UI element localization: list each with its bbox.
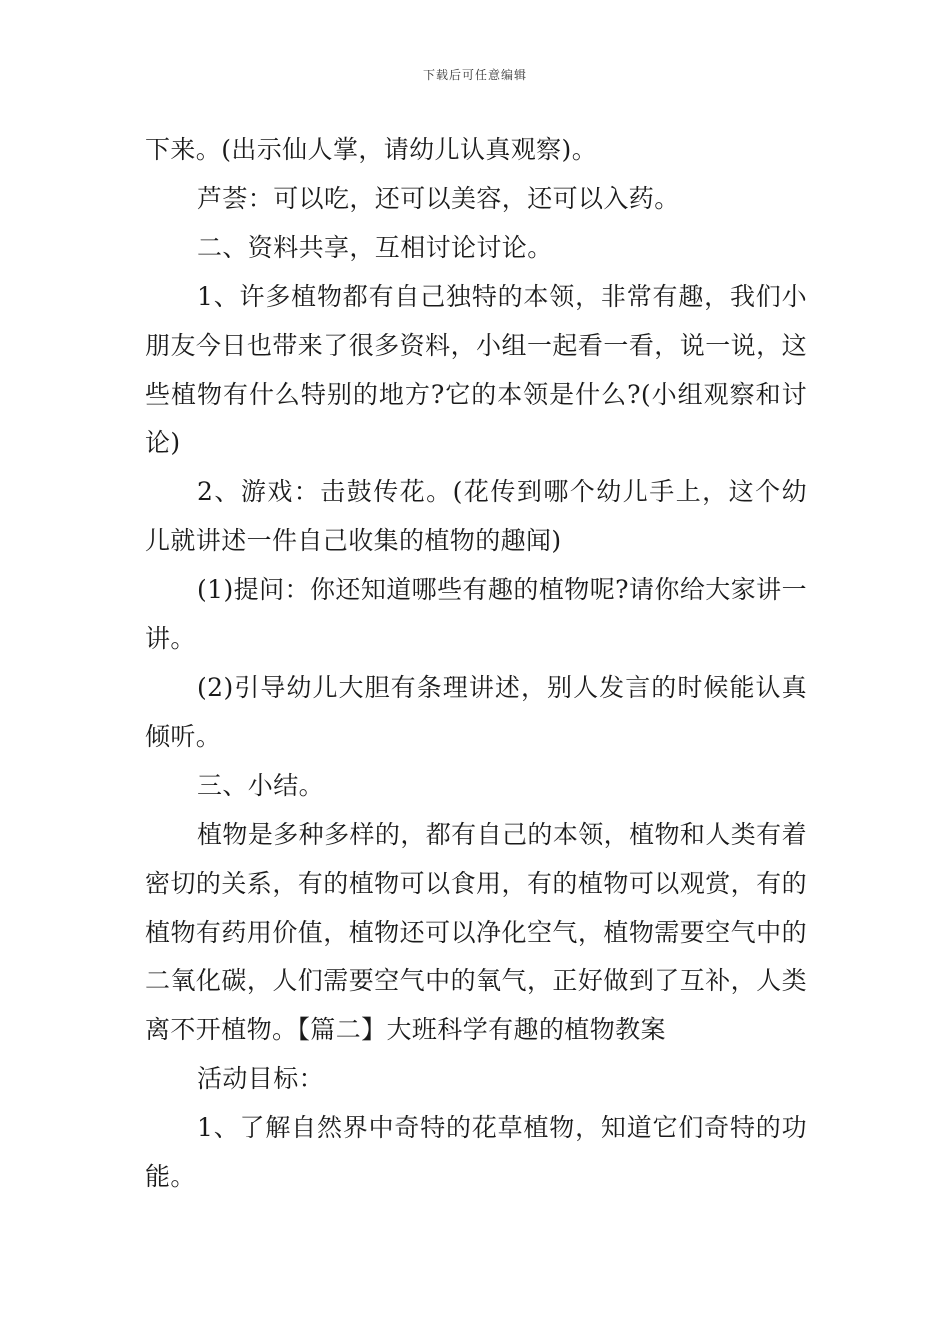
section-heading-3: 三、小结。 xyxy=(197,770,325,800)
paragraph-item-2: 2、游戏：击鼓传花。(花传到哪个幼儿手上，这个幼儿就讲述一件自己收集的植物的趣闻) xyxy=(145,477,807,556)
paragraph-subitem-1: (1)提问：你还知道哪些有趣的植物呢?请你给大家讲一讲。 xyxy=(145,575,807,654)
paragraph-item-1: 1、许多植物都有自己独特的本领，非常有趣，我们小朋友今日也带来了很多资料，小组一起看一看，说一说，这些植物有什么特别的地方?它的本领是什么?(小组观察和讨论) xyxy=(145,281,807,458)
document-body xyxy=(145,126,807,1202)
paragraph-subitem-2: (2)引导幼儿大胆有条理讲述，别人发言的时候能认真倾听。 xyxy=(145,672,807,751)
paragraph-aloe: 芦荟：可以吃，还可以美容，还可以入药。 xyxy=(197,183,680,213)
paragraph-continuation: 下来。(出示仙人掌，请幼儿认真观察)。 xyxy=(145,135,598,164)
section-heading-2: 二、资料共享，互相讨论讨论。 xyxy=(197,232,553,262)
paragraph-objectives-heading: 活动目标： xyxy=(197,1064,325,1094)
paragraph-summary: 植物是多种多样的，都有自己的本领，植物和人类有着密切的关系，有的植物可以食用，有的植物可以观赏，有的植物有药用价值，植物还可以净化空气，植物需要空气中的二氧化碳，人们需要空气中的氧气，正好做到了互补，人类离不开植物。【篇二】大班科学有趣的植物教案 xyxy=(145,819,807,1045)
page-header: 下载后可任意编辑 xyxy=(422,68,527,82)
paragraph-objective-1: 1、了解自然界中奇特的花草植物，知道它们奇特的功能。 xyxy=(145,1113,807,1192)
